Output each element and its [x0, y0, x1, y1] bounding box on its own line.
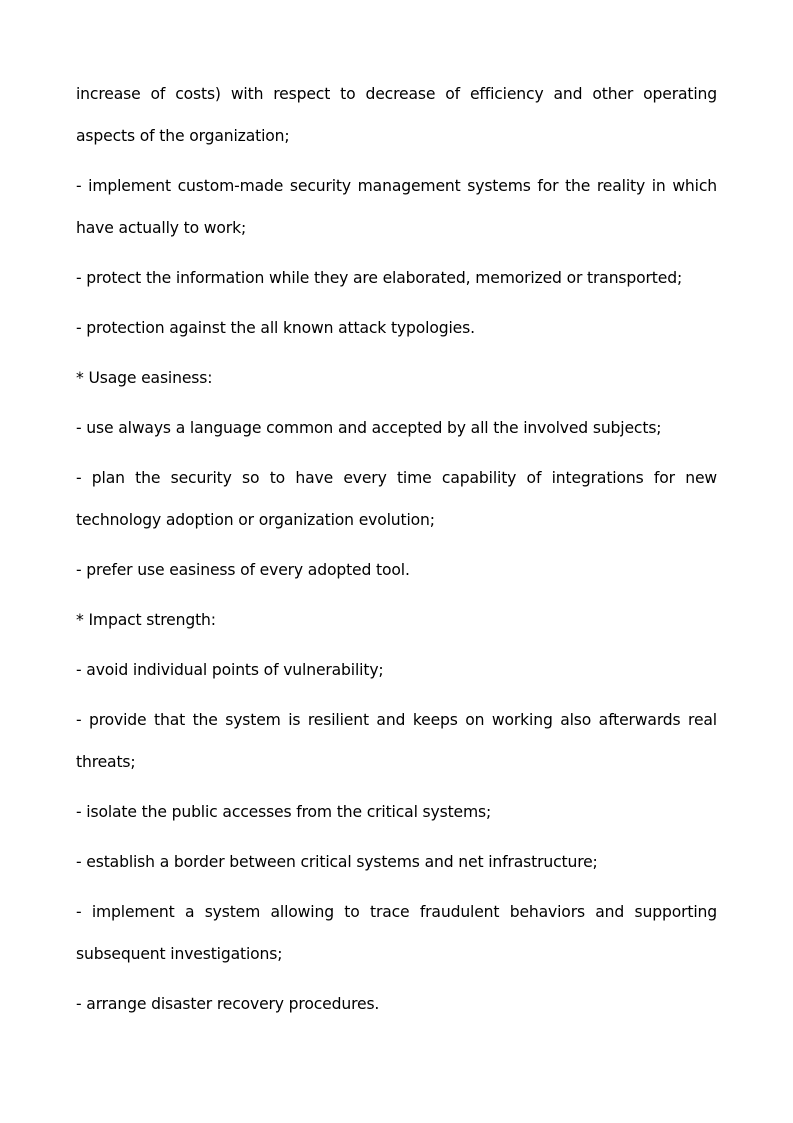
paragraph: - establish a border between critical systems and net infrastructure; [76, 852, 598, 871]
paragraph: increase of costs) with respect to decrease of efficiency and other operating aspects of the organization; [76, 85, 717, 145]
section-heading: * Impact strength: [76, 610, 216, 629]
paragraph: - plan the security so to have every time capability of integrations for new technology adoption or organization evolution; [76, 468, 717, 529]
paragraph: - arrange disaster recovery procedures. [76, 994, 380, 1013]
section-heading: * Usage easiness: [76, 368, 213, 387]
paragraph: - use always a language common and accepted by all the involved subjects; [76, 418, 662, 437]
paragraph: - avoid individual points of vulnerability; [76, 660, 384, 679]
paragraph: - prefer use easiness of every adopted tool. [76, 560, 410, 579]
paragraph: - implement custom-made security management systems for the reality in which have actually to work; [76, 176, 717, 237]
paragraph: - provide that the system is resilient and keeps on working also afterwards real threats; [76, 711, 717, 771]
document-body [76, 74, 717, 1034]
paragraph: - protect the information while they are elaborated, memorized or transported; [76, 268, 683, 287]
paragraph: - protection against the all known attack typologies. [76, 318, 475, 337]
paragraph: - implement a system allowing to trace fraudulent behaviors and supporting subsequent investigations; [76, 903, 717, 963]
paragraph: - isolate the public accesses from the critical systems; [76, 802, 492, 821]
